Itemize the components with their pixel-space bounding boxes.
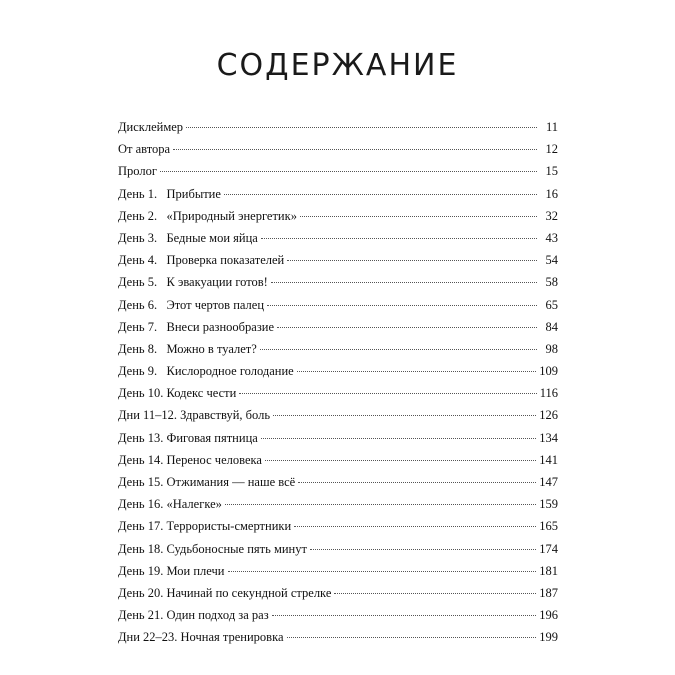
toc-entry-page-number: 126 [539, 408, 558, 423]
page-title: СОДЕРЖАНИЕ [216, 48, 459, 84]
dot-leader [287, 637, 537, 638]
toc-entry-page-number: 109 [539, 364, 558, 379]
toc-entry-label: День 16. «Налегке» [118, 497, 222, 512]
dot-leader [173, 149, 537, 150]
toc-entry [118, 493, 558, 515]
toc-entry-page-number: 181 [539, 563, 558, 578]
dot-leader [261, 438, 536, 439]
dot-leader [160, 171, 537, 172]
toc-entry [118, 582, 558, 604]
toc-entry-label: Дни 11–12. Здравствуй, боль [118, 408, 271, 423]
toc-entry-page-number: 141 [539, 452, 558, 467]
toc-entry-label: День 1. Прибытие [118, 186, 221, 201]
toc-entry-page-number: 147 [539, 475, 558, 489]
dot-leader [310, 549, 536, 550]
dot-leader [267, 305, 537, 306]
toc-entry-page-number: 16 [545, 186, 558, 201]
toc-entry-page-number: 165 [539, 519, 558, 534]
toc-entry-label: День 2. «Природный энергетик» [118, 208, 297, 223]
dot-leader [260, 349, 537, 350]
toc-entry-label: День 4. Проверка показателей [118, 253, 285, 268]
toc-entry-page-number: 187 [539, 585, 558, 600]
toc-entry [118, 471, 558, 493]
toc-entry-label: Дни 22–23. Ночная тренировка [118, 630, 284, 645]
toc-entry [118, 160, 558, 182]
toc-entry-page-number: 32 [545, 208, 558, 223]
toc-entry-label: День 3. Бедные мои яйца [118, 230, 258, 245]
toc-entry-page-number: 12 [545, 142, 558, 157]
toc-entry-page-number: 54 [545, 253, 558, 268]
toc-entry-label: Дисклеймер [118, 120, 184, 134]
dot-leader [225, 504, 536, 505]
dot-leader [239, 393, 536, 394]
toc-entry [118, 116, 558, 138]
toc-entry [118, 183, 558, 205]
toc-entry-label: День 8. Можно в туалет? [118, 341, 257, 356]
dot-leader [265, 460, 536, 461]
toc-entry-page-number: 43 [545, 230, 558, 245]
toc-entry [118, 515, 558, 537]
dot-leader [298, 482, 536, 483]
toc-entry-page-number: 65 [545, 297, 558, 312]
dot-leader [186, 127, 537, 128]
dot-leader [300, 216, 537, 217]
toc-entry-page-number: 159 [539, 497, 558, 512]
toc-entry-label: День 15. Отжимания — наше всё [118, 475, 296, 489]
dot-leader [272, 615, 537, 616]
toc-entry-page-number: 134 [539, 430, 558, 445]
toc-entry [118, 205, 558, 227]
toc-entry-label: День 21. Один подход за раз [118, 608, 269, 623]
dot-leader [287, 260, 537, 261]
toc-entry-label: День 7. Внеси разнообразие [118, 319, 274, 334]
toc-entry-label: День 17. Террористы-смертники [118, 519, 292, 534]
toc-entry-page-number: 116 [539, 386, 558, 401]
dot-leader [277, 327, 537, 328]
toc-entry-label: День 14. Перенос человека [118, 452, 262, 467]
toc-entry [118, 249, 558, 271]
toc-entry-label: День 20. Начинай по секундной стрелке [118, 585, 332, 600]
toc-entry-page-number: 11 [545, 120, 558, 134]
table-of-contents [118, 116, 558, 649]
toc-entry-page-number: 58 [545, 275, 558, 290]
toc-entry-label: От автора [118, 142, 171, 157]
toc-entry [118, 294, 558, 316]
dot-leader [273, 415, 536, 416]
toc-entry [118, 227, 558, 249]
toc-entry-page-number: 98 [545, 341, 558, 356]
toc-entry [118, 271, 558, 293]
toc-entry [118, 360, 558, 382]
dot-leader [271, 282, 537, 283]
dot-leader [224, 194, 537, 195]
dot-leader [294, 526, 536, 527]
toc-entry-label: День 19. Мои плечи [118, 563, 225, 578]
toc-entry [118, 404, 558, 426]
dot-leader [261, 238, 537, 239]
toc-entry [118, 538, 558, 560]
toc-entry-page-number: 196 [539, 608, 558, 623]
toc-entry [118, 427, 558, 449]
toc-entry-label: Пролог [118, 164, 157, 179]
toc-entry [118, 626, 558, 648]
toc-entry-page-number: 84 [545, 319, 558, 334]
toc-entry [118, 560, 558, 582]
dot-leader [228, 571, 537, 572]
toc-entry-page-number: 15 [545, 164, 558, 179]
toc-entry-page-number: 199 [539, 630, 558, 645]
toc-entry-label: День 6. Этот чертов палец [118, 297, 265, 312]
toc-entry-label: День 10. Кодекс чести [118, 386, 237, 401]
toc-entry [118, 382, 558, 404]
toc-entry-label: День 5. К эвакуации готов! [118, 275, 268, 290]
toc-entry [118, 449, 558, 471]
toc-entry [118, 604, 558, 626]
dot-leader [334, 593, 536, 594]
toc-entry [118, 338, 558, 360]
toc-entry [118, 138, 558, 160]
toc-entry-label: День 13. Фиговая пятница [118, 430, 258, 445]
toc-entry-label: День 18. Судьбоносные пять минут [118, 541, 307, 556]
toc-entry-page-number: 174 [539, 541, 558, 556]
toc-entry-label: День 9. Кислородное голодание [118, 364, 294, 379]
toc-entry [118, 316, 558, 338]
dot-leader [297, 371, 537, 372]
